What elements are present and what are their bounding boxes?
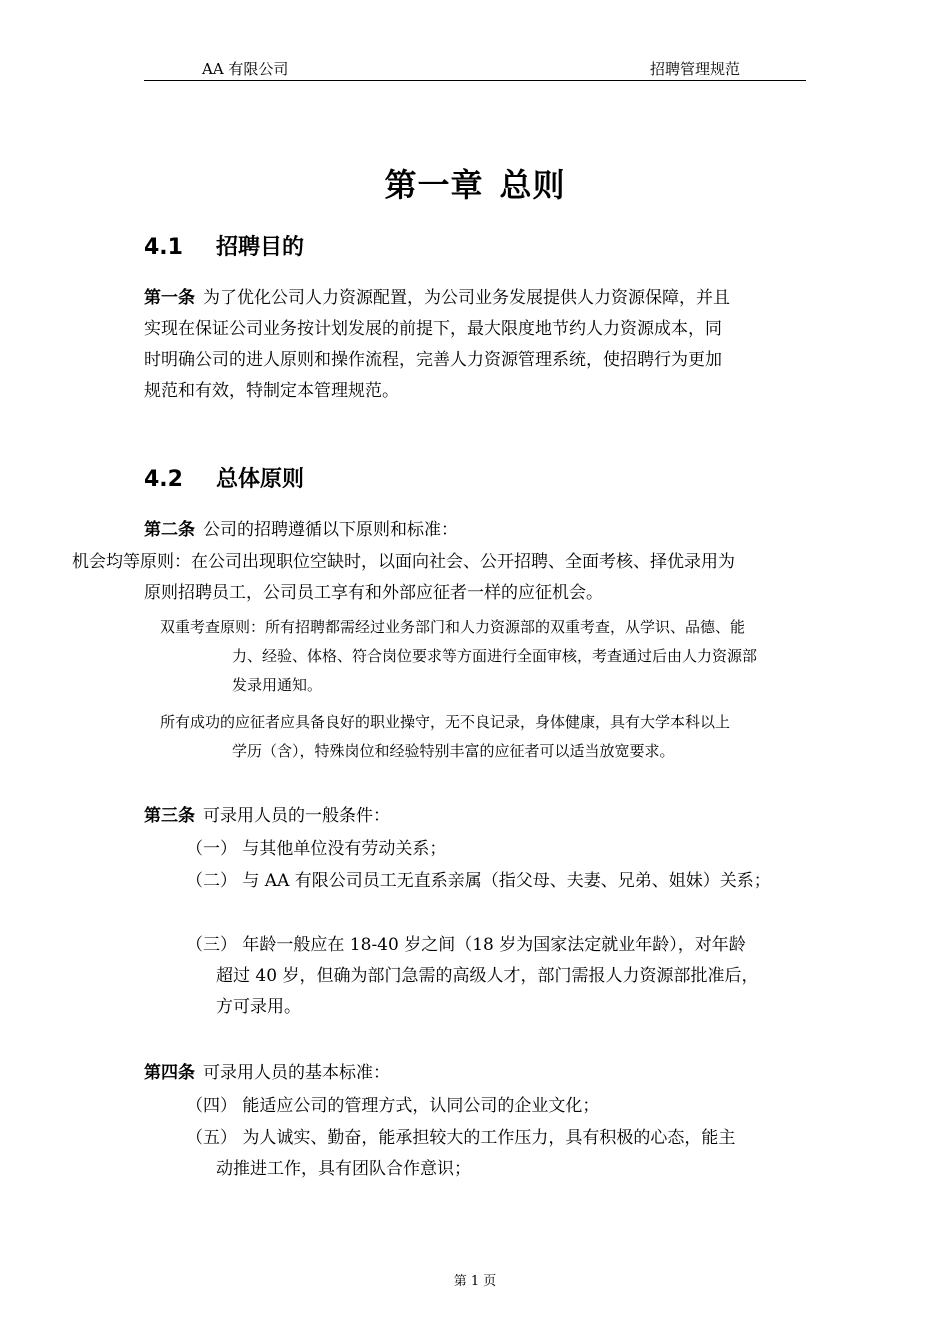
list-marker: （一） xyxy=(186,839,237,859)
list-marker: （四） xyxy=(186,1096,237,1116)
article-4-intro: 第四条 可录用人员的基本标准： xyxy=(144,1063,390,1083)
article-1 xyxy=(144,283,814,407)
list-marker: （三） xyxy=(186,935,237,955)
section-number: 4.2 xyxy=(144,467,183,492)
list-item: （一） 与其他单位没有劳动关系； xyxy=(186,839,447,859)
article-label: 第四条 xyxy=(144,1063,195,1083)
article-label: 第一条 xyxy=(144,288,195,308)
principle-candidate-standard: 所有成功的应征者应具备良好的职业操守，无不良记录，身体健康，具有大学本科以上 学历（含），特殊岗位和经验特别丰富的应征者可以适当放宽要求。 xyxy=(160,713,731,760)
section-number: 4.1 xyxy=(144,235,183,260)
article-2-intro: 第二条 公司的招聘遵循以下原则和标准： xyxy=(144,520,458,540)
chapter-number: 第一章 xyxy=(384,166,484,204)
page-number: 第 1 页 xyxy=(453,1274,497,1289)
article-label: 第二条 xyxy=(144,520,195,540)
list-item: （二） 与 AA 有限公司员工无直系亲属（指父母、夫妻、兄弟、姐妹）关系； xyxy=(186,871,771,891)
list-item: （三） 年龄一般应在 18-40 岁之间（18 岁为国家法定就业年龄），对年龄 超过 40 岁，但确为部门急需的高级人才，部门需报人力资源部批准后， 方可录用。 xyxy=(186,935,759,1017)
page-header xyxy=(144,56,806,81)
article-1-line: 实现在保证公司业务按计划发展的前提下，最大限度地节约人力资源成本，同 xyxy=(144,319,722,339)
section-title: 总体原则 xyxy=(216,467,305,492)
article-1-line: 时明确公司的进人原则和操作流程，完善人力资源管理系统，使招聘行为更加 xyxy=(144,350,722,370)
list-marker: （五） xyxy=(186,1128,237,1148)
section-title: 招聘目的 xyxy=(216,235,305,260)
section-heading-4-1 xyxy=(144,230,304,261)
list-item: （四） 能适应公司的管理方式，认同公司的企业文化； xyxy=(186,1096,600,1116)
principle-double-review: 双重考查原则：所有招聘都需经过业务部门和人力资源部的双重考查，从学识、品德、能 力、经验、体格、符合岗位要求等方面进行全面审核，考查通过后由人力资源部 发录用通知。 xyxy=(160,618,758,694)
list-item: （五） 为人诚实、勤奋，能承担较大的工作压力，具有积极的心态，能主 动推进工作，具有团队合作意识； xyxy=(186,1128,736,1179)
principle-equal-opportunity: 机会均等原则：在公司出现职位空缺时，以面向社会、公开招聘、全面考核、择优录用为 原则招聘员工，公司员工享有和外部应征者一样的应征机会。 xyxy=(72,552,735,603)
article-1-line: 规范和有效，特制定本管理规范。 xyxy=(144,381,399,401)
article-3-intro: 第三条 可录用人员的一般条件： xyxy=(144,806,390,826)
header-company: AA 有限公司 xyxy=(202,60,289,78)
chapter-title xyxy=(0,160,950,206)
section-heading-4-2 xyxy=(144,462,304,493)
article-label: 第三条 xyxy=(144,806,195,826)
chapter-name: 总则 xyxy=(499,166,566,204)
header-doc-title: 招聘管理规范 xyxy=(650,60,741,78)
article-1-line: 第一条 为了优化公司人力资源配置，为公司业务发展提供人力资源保障，并且 xyxy=(144,288,730,308)
list-marker: （二） xyxy=(186,871,237,891)
